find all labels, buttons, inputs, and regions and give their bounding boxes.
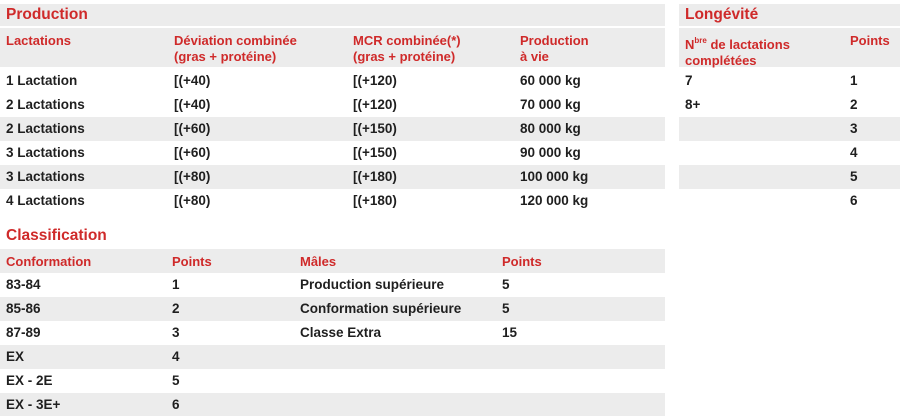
header-nbre-n: N (685, 37, 695, 52)
classification-row-stripe (0, 393, 665, 416)
males-row-1-points: 5 (502, 277, 510, 292)
production-row-2-lactations: 2 Lactations (6, 97, 85, 112)
longevite-row-1-lactations: 7 (685, 73, 693, 88)
production-row-3-production: 80 000 kg (520, 121, 581, 136)
header-mcr (353, 33, 461, 65)
conformation-row-2-points: 2 (172, 301, 180, 316)
conformation-row-6-label: EX - 3E+ (6, 397, 61, 412)
longevite-row-stripe (679, 165, 900, 189)
conformation-row-3-points: 3 (172, 325, 180, 340)
production-row-3-lactations: 2 Lactations (6, 121, 85, 136)
header-longevite-points: Points (850, 33, 890, 48)
longevite-row-3-points: 3 (850, 121, 858, 136)
conformation-row-1-label: 83-84 (6, 277, 41, 292)
males-row-1-label: Production supérieure (300, 277, 445, 292)
header-nbre-lactations (685, 33, 790, 69)
header-production-line2: à vie (520, 49, 549, 64)
header-conformation: Conformation (6, 254, 92, 269)
header-nbre-sup: bre (694, 36, 707, 45)
classification-row-stripe (0, 345, 665, 369)
longevite-row-4-points: 4 (850, 145, 858, 160)
production-row-1-deviation: [(+40) (174, 73, 211, 88)
header-mcr-line1: MCR combinée(*) (353, 33, 461, 48)
header-males: Mâles (300, 254, 337, 269)
production-row-4-lactations: 3 Lactations (6, 145, 85, 160)
production-row-6-deviation: [(+80) (174, 193, 211, 208)
header-nbre-line2: complétées (685, 53, 757, 68)
conformation-row-3-label: 87-89 (6, 325, 41, 340)
production-row-1-mcr: [(+120) (353, 73, 397, 88)
production-row-3-deviation: [(+60) (174, 121, 211, 136)
longevite-row-1-points: 1 (850, 73, 858, 88)
longevite-row-5-points: 5 (850, 169, 858, 184)
males-row-2-points: 5 (502, 301, 510, 316)
conformation-row-2-label: 85-86 (6, 301, 41, 316)
production-row-4-mcr: [(+150) (353, 145, 397, 160)
header-deviation-line1: Déviation combinée (174, 33, 297, 48)
header-lactations: Lactations (6, 33, 72, 48)
conformation-row-4-points: 4 (172, 349, 180, 364)
production-row-6-mcr: [(+180) (353, 193, 397, 208)
production-row-1-lactations: 1 Lactation (6, 73, 78, 88)
males-row-3-label: Classe Extra (300, 325, 382, 340)
production-row-6-lactations: 4 Lactations (6, 193, 85, 208)
conformation-row-5-label: EX - 2E (6, 373, 53, 388)
production-row-4-deviation: [(+60) (174, 145, 211, 160)
longevite-row-2-lactations: 8+ (685, 97, 701, 112)
header-production-line1: Production (520, 33, 589, 48)
males-row-2-label: Conformation supérieure (300, 301, 462, 316)
conformation-row-1-points: 1 (172, 277, 180, 292)
header-mcr-line2: (gras + protéine) (353, 49, 456, 64)
header-nbre-rest: de lactations (706, 37, 790, 52)
conformation-row-6-points: 6 (172, 397, 180, 412)
header-production-a-vie (520, 33, 589, 65)
production-row-5-mcr: [(+180) (353, 169, 397, 184)
conformation-row-4-label: EX (6, 349, 25, 364)
production-row-2-mcr: [(+120) (353, 97, 397, 112)
longevite-row-stripe (679, 117, 900, 141)
header-conformation-points: Points (172, 254, 212, 269)
header-deviation (174, 33, 297, 65)
classification-title: Classification (6, 227, 107, 244)
production-row-2-production: 70 000 kg (520, 97, 581, 112)
production-row-4-production: 90 000 kg (520, 145, 581, 160)
production-row-3-mcr: [(+150) (353, 121, 397, 136)
longevite-row-6-points: 6 (850, 193, 858, 208)
conformation-row-5-points: 5 (172, 373, 180, 388)
longevite-title: Longévité (685, 6, 759, 23)
production-row-1-production: 60 000 kg (520, 73, 581, 88)
production-row-6-production: 120 000 kg (520, 193, 589, 208)
header-males-points: Points (502, 254, 542, 269)
production-title-band (0, 4, 665, 26)
longevite-row-2-points: 2 (850, 97, 858, 112)
production-row-5-deviation: [(+80) (174, 169, 211, 184)
production-row-2-deviation: [(+40) (174, 97, 211, 112)
header-deviation-line2: (gras + protéine) (174, 49, 277, 64)
production-row-5-lactations: 3 Lactations (6, 169, 85, 184)
production-title: Production (6, 6, 88, 23)
males-row-3-points: 15 (502, 325, 518, 340)
production-row-5-production: 100 000 kg (520, 169, 589, 184)
